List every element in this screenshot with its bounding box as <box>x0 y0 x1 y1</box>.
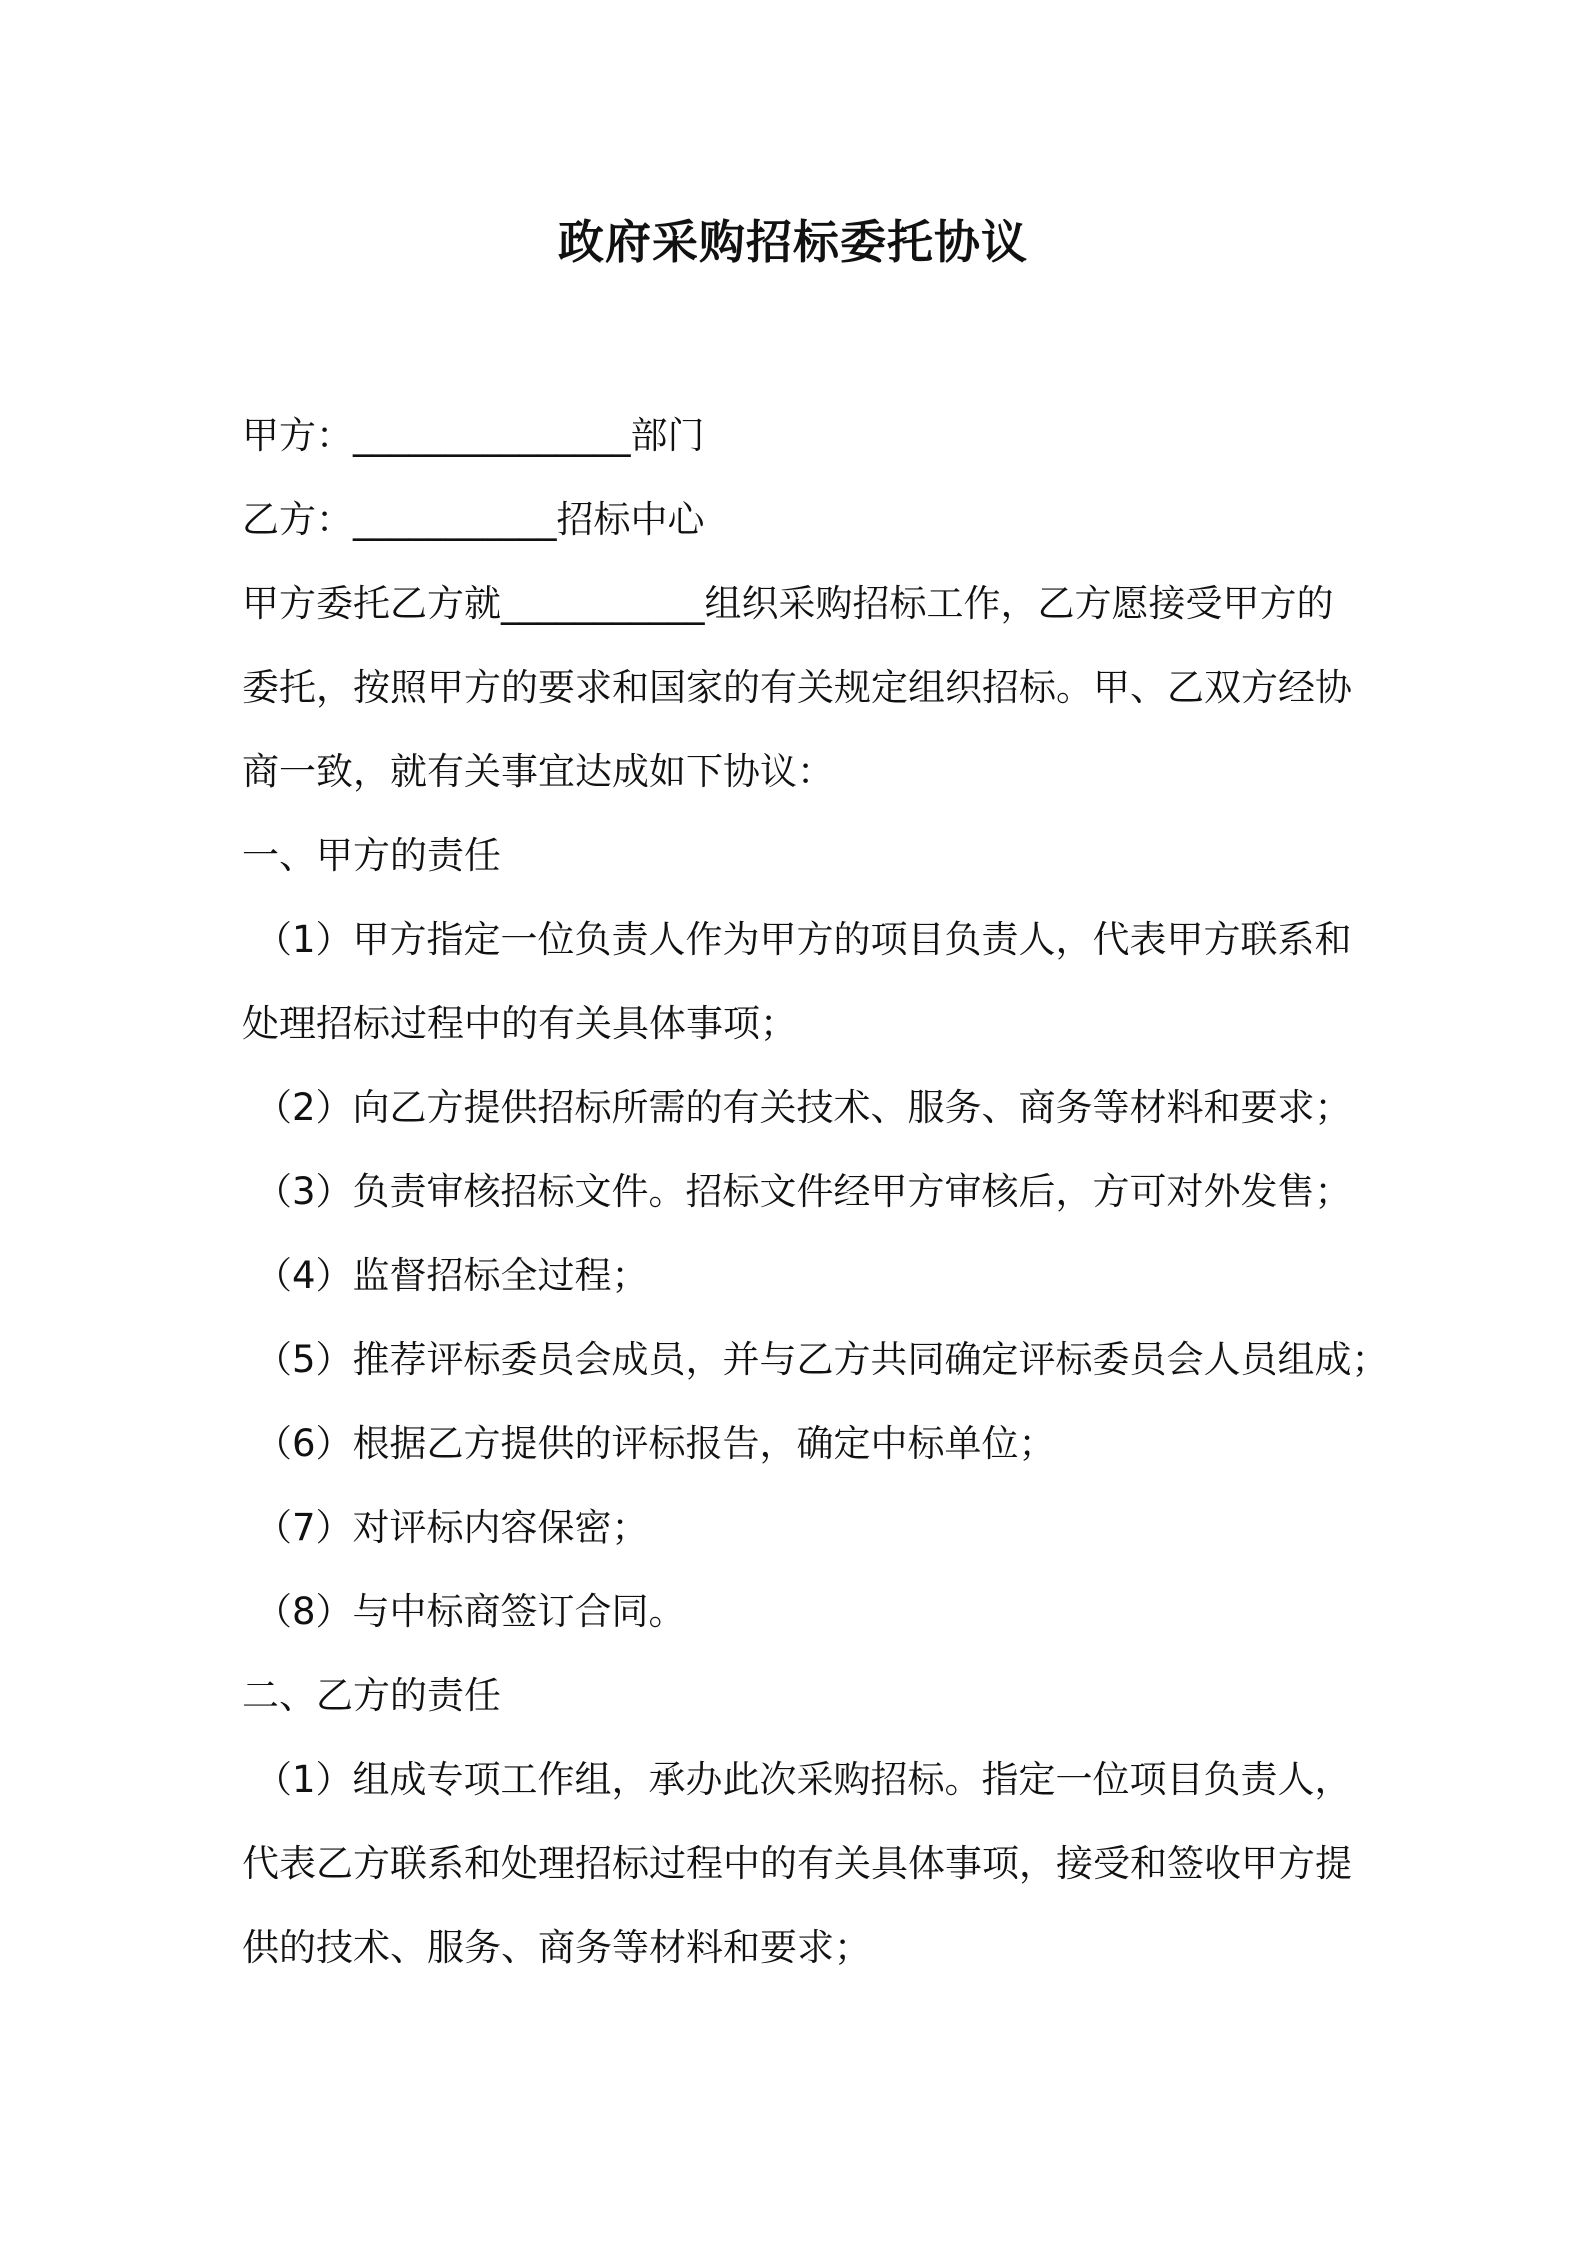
clause-line: （8）与中标商签订合同。 <box>255 1590 686 1633</box>
document-title: 政府采购招标委托协议 <box>558 215 1028 269</box>
clause-line: （5）推荐评标委员会成员，并与乙方共同确定评标委员会人员组成； <box>255 1338 1389 1381</box>
clause-line: （4）监督招标全过程； <box>255 1254 649 1297</box>
clause-line: （3）负责审核招标文件。招标文件经甲方审核后，方可对外发售； <box>255 1170 1352 1213</box>
clause-line: （1）甲方指定一位负责人作为甲方的项目负责人，代表甲方联系和 <box>255 918 1352 961</box>
clause-line: 代表乙方联系和处理招标过程中的有关具体事项，接受和签收甲方提 <box>242 1842 1352 1885</box>
clause-line: 处理招标过程中的有关具体事项； <box>242 1002 797 1045</box>
party-a-line: 甲方：_______________部门 <box>242 414 705 457</box>
section-heading-b: 二、乙方的责任 <box>242 1674 501 1717</box>
party-b-line: 乙方：___________招标中心 <box>242 498 705 541</box>
clause-line: （6）根据乙方提供的评标报告，确定中标单位； <box>255 1422 1056 1465</box>
clause-line: （2）向乙方提供招标所需的有关技术、服务、商务等材料和要求； <box>255 1086 1352 1129</box>
section-heading-a: 一、甲方的责任 <box>242 834 501 877</box>
intro-line: 商一致，就有关事宜达成如下协议： <box>242 750 834 793</box>
clause-line: （7）对评标内容保密； <box>255 1506 649 1549</box>
clause-line: （1）组成专项工作组，承办此次采购招标。指定一位项目负责人， <box>255 1758 1352 1801</box>
intro-line: 委托，按照甲方的要求和国家的有关规定组织招标。甲、乙双方经协 <box>242 666 1352 709</box>
intro-line: 甲方委托乙方就___________组织采购招标工作，乙方愿接受甲方的 <box>242 582 1334 625</box>
clause-line: 供的技术、服务、商务等材料和要求； <box>242 1926 871 1969</box>
